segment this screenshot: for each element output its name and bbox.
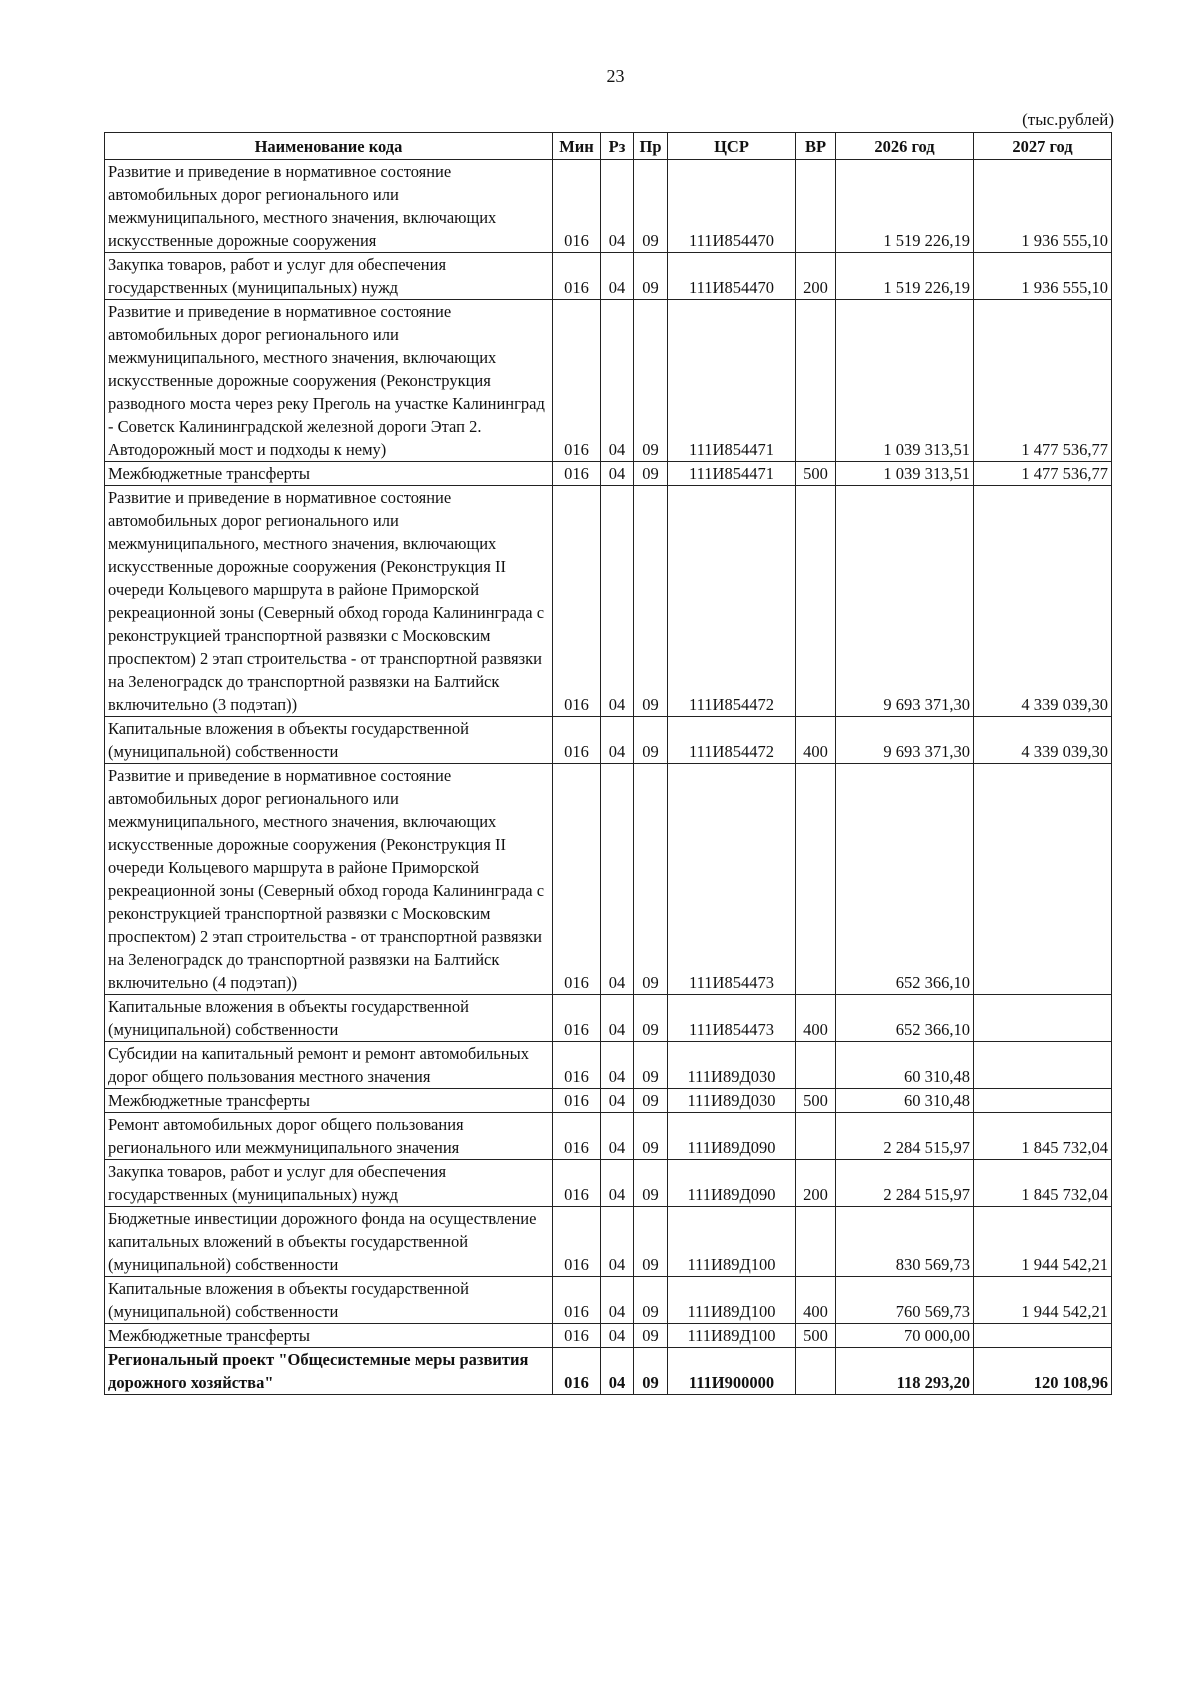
table-row <box>105 1042 1112 1089</box>
cell-2027: 1 845 732,04 <box>974 1113 1112 1160</box>
cell-csr: 111И854470 <box>668 253 796 300</box>
cell-rz: 04 <box>601 995 634 1042</box>
cell-csr: 111И89Д090 <box>668 1160 796 1207</box>
table-row <box>105 253 1112 300</box>
cell-name: Развитие и приведение в нормативное состояние автомобильных дорог регионального или межмуниципального, местного значения, включающих искусственные дорожные сооружения <box>105 160 553 253</box>
table-row <box>105 717 1112 764</box>
table-row <box>105 1113 1112 1160</box>
cell-vr <box>796 160 836 253</box>
cell-rz: 04 <box>601 1348 634 1395</box>
cell-csr: 111И89Д100 <box>668 1324 796 1348</box>
table-row <box>105 1348 1112 1395</box>
cell-pr: 09 <box>634 1324 668 1348</box>
cell-vr: 400 <box>796 995 836 1042</box>
cell-vr: 500 <box>796 462 836 486</box>
cell-2026: 652 366,10 <box>836 764 974 995</box>
table-row <box>105 486 1112 717</box>
cell-vr: 500 <box>796 1089 836 1113</box>
cell-name: Закупка товаров, работ и услуг для обеспечения государственных (муниципальных) нужд <box>105 1160 553 1207</box>
cell-name: Межбюджетные трансферты <box>105 1089 553 1113</box>
cell-2027: 1 936 555,10 <box>974 253 1112 300</box>
cell-pr: 09 <box>634 764 668 995</box>
cell-2027: 1 477 536,77 <box>974 462 1112 486</box>
cell-vr <box>796 1348 836 1395</box>
cell-2026: 118 293,20 <box>836 1348 974 1395</box>
cell-2027 <box>974 1042 1112 1089</box>
cell-2027 <box>974 764 1112 995</box>
cell-rz: 04 <box>601 462 634 486</box>
cell-rz: 04 <box>601 717 634 764</box>
table-row <box>105 462 1112 486</box>
cell-name: Межбюджетные трансферты <box>105 462 553 486</box>
cell-2027: 120 108,96 <box>974 1348 1112 1395</box>
cell-rz: 04 <box>601 764 634 995</box>
cell-pr: 09 <box>634 1042 668 1089</box>
cell-min: 016 <box>553 717 601 764</box>
cell-vr <box>796 1207 836 1277</box>
cell-rz: 04 <box>601 300 634 462</box>
cell-rz: 04 <box>601 1207 634 1277</box>
column-header-rz: Рз <box>601 133 634 160</box>
cell-2026: 9 693 371,30 <box>836 486 974 717</box>
cell-2027: 4 339 039,30 <box>974 717 1112 764</box>
cell-vr: 200 <box>796 1160 836 1207</box>
cell-min: 016 <box>553 1113 601 1160</box>
cell-name: Региональный проект "Общесистемные меры развития дорожного хозяйства" <box>105 1348 553 1395</box>
cell-2027 <box>974 1324 1112 1348</box>
cell-2027: 4 339 039,30 <box>974 486 1112 717</box>
cell-name: Развитие и приведение в нормативное состояние автомобильных дорог регионального или межмуниципального, местного значения, включающих искусственные дорожные сооружения (Реконструкция II очереди Кольцевого маршрута в районе Приморской рекреационной зоны (Северный обход города Калининграда с реконструкцией транспортной развязки с Московским проспектом) 2 этап строительства - от транспортной развязки на Зеленоградск до транспортной развязки на Балтийск включительно (3 подэтап)) <box>105 486 553 717</box>
cell-2027 <box>974 995 1112 1042</box>
column-header-vr: ВР <box>796 133 836 160</box>
cell-min: 016 <box>553 1089 601 1113</box>
cell-rz: 04 <box>601 253 634 300</box>
cell-2027 <box>974 1089 1112 1113</box>
cell-min: 016 <box>553 300 601 462</box>
cell-csr: 111И854472 <box>668 486 796 717</box>
cell-pr: 09 <box>634 1113 668 1160</box>
table-body <box>105 160 1112 1395</box>
cell-csr: 111И89Д100 <box>668 1277 796 1324</box>
table-row <box>105 764 1112 995</box>
cell-min: 016 <box>553 160 601 253</box>
cell-min: 016 <box>553 995 601 1042</box>
cell-min: 016 <box>553 1324 601 1348</box>
cell-csr: 111И89Д030 <box>668 1042 796 1089</box>
cell-min: 016 <box>553 1042 601 1089</box>
cell-2026: 1 039 313,51 <box>836 462 974 486</box>
cell-2026: 70 000,00 <box>836 1324 974 1348</box>
cell-csr: 111И89Д030 <box>668 1089 796 1113</box>
cell-2026: 60 310,48 <box>836 1042 974 1089</box>
cell-min: 016 <box>553 1160 601 1207</box>
cell-name: Капитальные вложения в объекты государственной (муниципальной) собственности <box>105 1277 553 1324</box>
cell-csr: 111И900000 <box>668 1348 796 1395</box>
table-row <box>105 1207 1112 1277</box>
cell-2027: 1 944 542,21 <box>974 1277 1112 1324</box>
table-row <box>105 1160 1112 1207</box>
cell-pr: 09 <box>634 1160 668 1207</box>
cell-name: Ремонт автомобильных дорог общего пользования регионального или межмуниципального значения <box>105 1113 553 1160</box>
cell-min: 016 <box>553 1277 601 1324</box>
table-row <box>105 300 1112 462</box>
table-row <box>105 160 1112 253</box>
cell-rz: 04 <box>601 1113 634 1160</box>
cell-min: 016 <box>553 462 601 486</box>
column-header-min: Мин <box>553 133 601 160</box>
page-number: 23 <box>606 66 625 86</box>
table-row <box>105 1324 1112 1348</box>
units-label: (тыс.рублей) <box>1022 110 1114 129</box>
cell-rz: 04 <box>601 1324 634 1348</box>
cell-name: Развитие и приведение в нормативное состояние автомобильных дорог регионального или межмуниципального, местного значения, включающих искусственные дорожные сооружения (Реконструкция II очереди Кольцевого маршрута в районе Приморской рекреационной зоны (Северный обход города Калининграда с реконструкцией транспортной развязки с Московским проспектом) 2 этап строительства - от транспортной развязки на Зеленоградск до транспортной развязки на Балтийск включительно (4 подэтап)) <box>105 764 553 995</box>
cell-2027: 1 936 555,10 <box>974 160 1112 253</box>
cell-vr <box>796 764 836 995</box>
cell-min: 016 <box>553 764 601 995</box>
table-row <box>105 1277 1112 1324</box>
cell-pr: 09 <box>634 717 668 764</box>
cell-2026: 760 569,73 <box>836 1277 974 1324</box>
cell-min: 016 <box>553 1207 601 1277</box>
cell-name: Капитальные вложения в объекты государственной (муниципальной) собственности <box>105 717 553 764</box>
cell-pr: 09 <box>634 462 668 486</box>
cell-name: Развитие и приведение в нормативное состояние автомобильных дорог регионального или межмуниципального, местного значения, включающих искусственные дорожные сооружения (Реконструкция разводного моста через реку Преголь на участке Калининград - Советск Калининградской железной дороги Этап 2. Автодорожный мост и подходы к нему) <box>105 300 553 462</box>
cell-csr: 111И89Д100 <box>668 1207 796 1277</box>
cell-pr: 09 <box>634 1348 668 1395</box>
cell-pr: 09 <box>634 1207 668 1277</box>
cell-2026: 2 284 515,97 <box>836 1160 974 1207</box>
cell-2026: 60 310,48 <box>836 1089 974 1113</box>
column-header-csr: ЦСР <box>668 133 796 160</box>
cell-csr: 111И89Д090 <box>668 1113 796 1160</box>
cell-rz: 04 <box>601 1042 634 1089</box>
cell-csr: 111И854473 <box>668 764 796 995</box>
cell-name: Закупка товаров, работ и услуг для обеспечения государственных (муниципальных) нужд <box>105 253 553 300</box>
cell-2026: 652 366,10 <box>836 995 974 1042</box>
cell-pr: 09 <box>634 995 668 1042</box>
cell-2027: 1 477 536,77 <box>974 300 1112 462</box>
cell-2026: 1 519 226,19 <box>836 160 974 253</box>
cell-vr <box>796 300 836 462</box>
cell-min: 016 <box>553 253 601 300</box>
table-row <box>105 995 1112 1042</box>
cell-rz: 04 <box>601 160 634 253</box>
cell-vr <box>796 1042 836 1089</box>
cell-2026: 830 569,73 <box>836 1207 974 1277</box>
cell-vr <box>796 1113 836 1160</box>
column-header-2026: 2026 год <box>836 133 974 160</box>
column-header-2027: 2027 год <box>974 133 1112 160</box>
cell-pr: 09 <box>634 486 668 717</box>
cell-pr: 09 <box>634 1277 668 1324</box>
budget-table <box>104 132 1112 1395</box>
cell-csr: 111И854473 <box>668 995 796 1042</box>
cell-rz: 04 <box>601 486 634 717</box>
cell-pr: 09 <box>634 1089 668 1113</box>
cell-min: 016 <box>553 486 601 717</box>
cell-csr: 111И854471 <box>668 300 796 462</box>
table-header-row <box>105 133 1112 160</box>
cell-vr: 400 <box>796 717 836 764</box>
cell-2027: 1 944 542,21 <box>974 1207 1112 1277</box>
table-row <box>105 1089 1112 1113</box>
cell-2026: 2 284 515,97 <box>836 1113 974 1160</box>
cell-name: Бюджетные инвестиции дорожного фонда на осуществление капитальных вложений в объекты государственной (муниципальной) собственности <box>105 1207 553 1277</box>
cell-pr: 09 <box>634 160 668 253</box>
cell-csr: 111И854472 <box>668 717 796 764</box>
column-header-name: Наименование кода <box>105 133 553 160</box>
cell-csr: 111И854470 <box>668 160 796 253</box>
cell-vr <box>796 486 836 717</box>
cell-2027: 1 845 732,04 <box>974 1160 1112 1207</box>
cell-rz: 04 <box>601 1160 634 1207</box>
cell-pr: 09 <box>634 300 668 462</box>
cell-min: 016 <box>553 1348 601 1395</box>
cell-2026: 1 039 313,51 <box>836 300 974 462</box>
cell-2026: 1 519 226,19 <box>836 253 974 300</box>
cell-vr: 500 <box>796 1324 836 1348</box>
cell-pr: 09 <box>634 253 668 300</box>
cell-name: Межбюджетные трансферты <box>105 1324 553 1348</box>
cell-rz: 04 <box>601 1089 634 1113</box>
column-header-pr: Пр <box>634 133 668 160</box>
cell-csr: 111И854471 <box>668 462 796 486</box>
cell-name: Капитальные вложения в объекты государственной (муниципальной) собственности <box>105 995 553 1042</box>
cell-vr: 200 <box>796 253 836 300</box>
cell-vr: 400 <box>796 1277 836 1324</box>
cell-name: Субсидии на капитальный ремонт и ремонт автомобильных дорог общего пользования местного значения <box>105 1042 553 1089</box>
cell-rz: 04 <box>601 1277 634 1324</box>
cell-2026: 9 693 371,30 <box>836 717 974 764</box>
